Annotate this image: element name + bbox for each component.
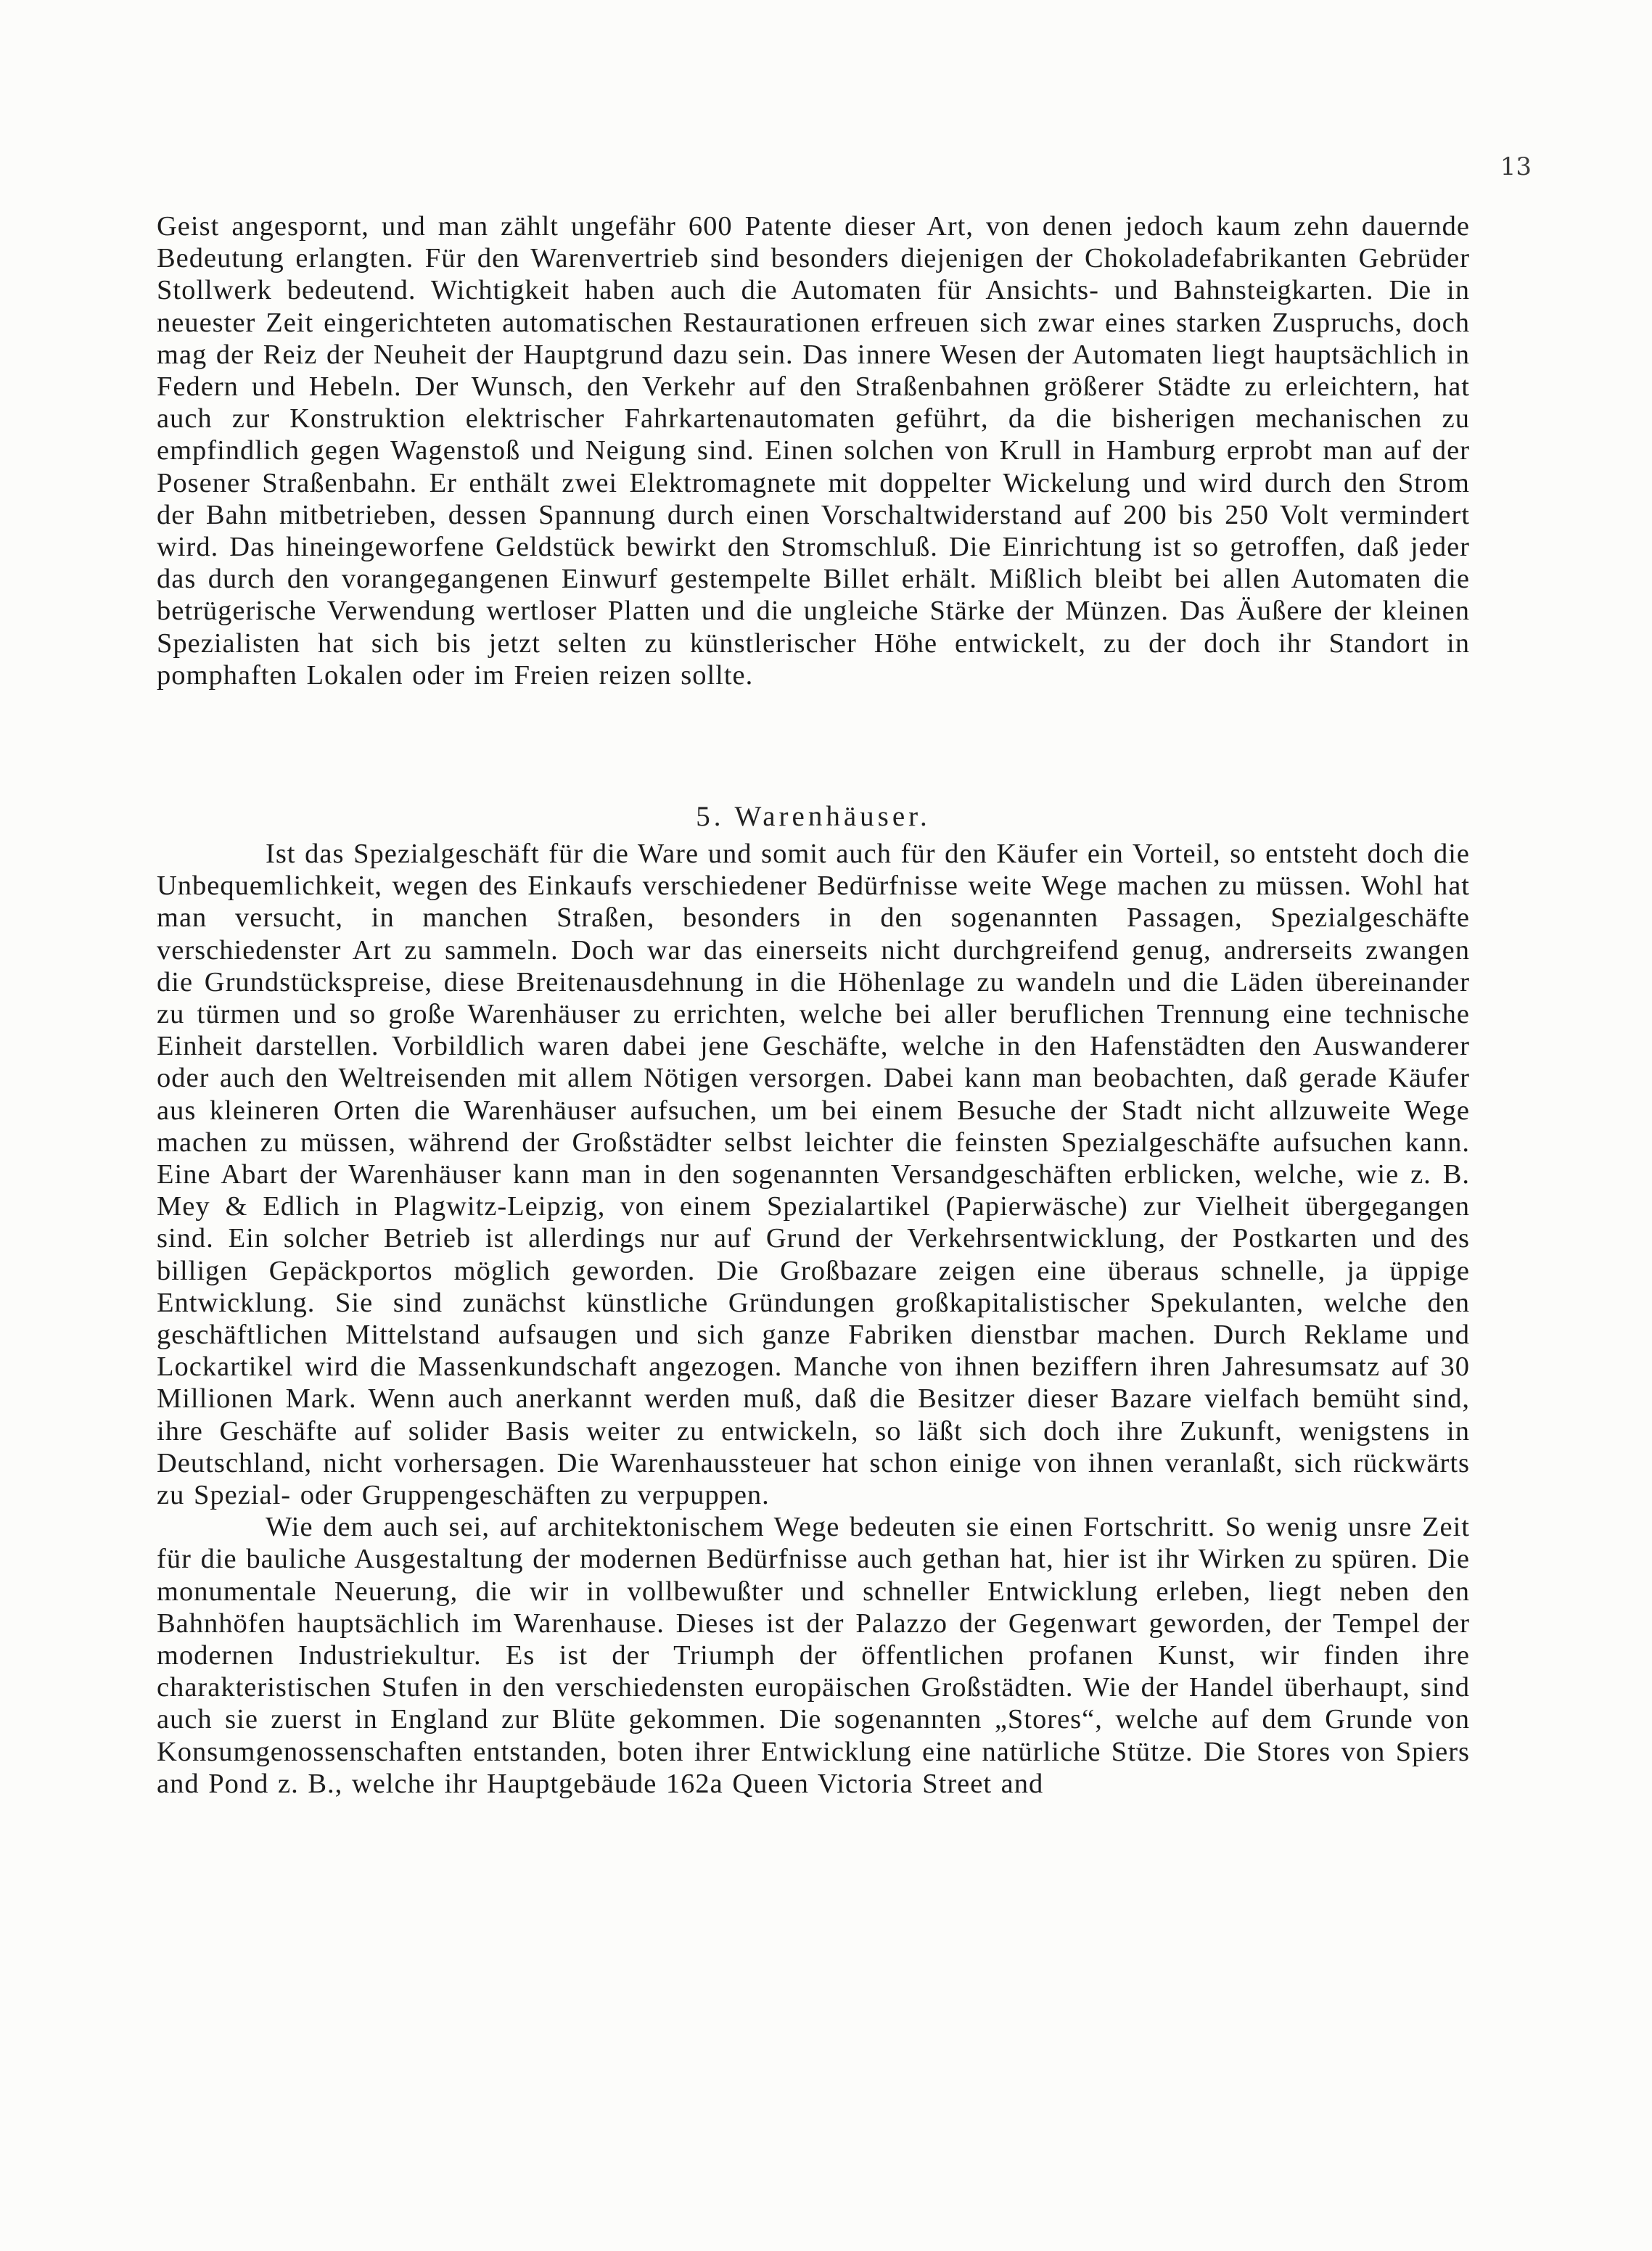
page-number: 13 (1500, 152, 1532, 181)
paragraph-warenhaeuser: Ist das Spezialgeschäft für die Ware und somit auch für den Käufer ein Vorteil, so entsteht doch die Unbequemlichkeit, wegen des Einkaufs verschiedener Bedürfnisse weite Wege machen zu müssen. Wohl hat man versucht, in manchen Straßen, besonders in den sogenannten Passagen, Spezialgeschäfte verschiedenster Art zu sammeln. Doch war das einerseits nicht durchgreifend genug, andrerseits zwangen die Grundstückspreise, diese Breitenausdehnung in die Höhenlage zu wandeln und die Läden übereinander zu türmen und so große Warenhäuser zu errichten, welche bei aller beruflichen Trennung eine technische Einheit darstellen. Vorbildlich waren dabei jene Geschäfte, welche in den Hafenstädten den Auswanderer oder auch den Weltreisenden mit allem Nötigen versorgen. Dabei kann man beobachten, daß gerade Käufer aus kleineren Orten die Warenhäuser aufsuchen, um bei einem Besuche der Stadt nicht allzuweite Wege machen zu müssen, während der Großstädter selbst leichter die feinsten Spezialgeschäfte aufsuchen kann. Eine Abart der Warenhäuser kann man in den sogenannten Versandgeschäften erblicken, welche, wie z. B. Mey & Edlich in Plagwitz-Leipzig, von einem Spezialartikel (Papierwäsche) zur Vielheit übergegangen sind. Ein solcher Betrieb ist allerdings nur auf Grund der Verkehrsentwicklung, der Postkarten und des billigen Gepäckportos möglich geworden. Die Großbazare zeigen eine überaus schnelle, ja üppige Entwicklung. Sie sind zunächst künstliche Gründungen großkapitalistischer Spekulanten, welche den geschäftlichen Mittelstand aufsaugen und sich ganze Fabriken dienstbar machen. Durch Reklame und Lockartikel wird die Massenkundschaft angezogen. Manche von ihnen beziffern ihren Jahresumsatz auf 30 Millionen Mark. Wenn auch anerkannt werden muß, daß die Besitzer dieser Bazare vielfach bemüht sind, ihre Geschäfte auf solider Basis weiter zu entwickeln, so läßt sich doch ihre Zukunft, wenigstens in Deutschland, nicht vorhersagen. Die Warenhaussteuer hat schon einige von ihnen veranlaßt, sich rückwärts zu Spezial- oder Gruppengeschäften zu verpuppen. (157, 839, 1470, 1511)
paragraph-architektur: Wie dem auch sei, auf architektonischem Wege bedeuten sie einen Fortschritt. So wenig unsre Zeit für die bauliche Ausgestaltung der modernen Bedürfnisse auch gethan hat, hier ist ihr Wirken zu spüren. Die monumentale Neuerung, die wir in vollbewußter und schneller Entwicklung erleben, liegt neben den Bahnhöfen hauptsächlich im Warenhause. Dieses ist der Palazzo der Gegenwart geworden, der Tempel der modernen Industriekultur. Es ist der Triumph der öffentlichen profanen Kunst, wir finden ihre charakteristischen Stufen in den verschiedensten europäischen Großstädten. Wie der Handel überhaupt, sind auch sie zuerst in England zur Blüte gekommen. Die sogenannten „Stores“, welche auf dem Grunde von Konsumgenossenschaften entstanden, boten ihrer Entwicklung eine natürliche Stütze. Die Stores von Spiers and Pond z. B., welche ihr Hauptgebäude 162a Queen Victoria Street and (157, 1512, 1470, 1799)
text-block-top (157, 210, 1470, 691)
text-block-section (157, 787, 1470, 1800)
section-heading: 5. Warenhäuser. (696, 801, 931, 832)
paragraph-automaten: Geist angespornt, und man zählt ungefähr 600 Patente dieser Art, von denen jedoch kaum zehn dauernde Bedeutung erlangten. Für den Warenvertrieb sind besonders diejenigen der Chokoladefabrikanten Gebrüder Stollwerk bedeutend. Wichtigkeit haben auch die Automaten für Ansichts- und Bahnsteigkarten. Die in neuester Zeit eingerichteten automatischen Restaurationen erfreuen sich zwar eines starken Zuspruchs, doch mag der Reiz der Neuheit der Hauptgrund dazu sein. Das innere Wesen der Automaten liegt hauptsächlich in Federn und Hebeln. Der Wunsch, den Verkehr auf den Straßenbahnen größerer Städte zu erleichtern, hat auch zur Konstruktion elektrischer Fahrkartenautomaten geführt, da die bisherigen mechanischen zu empfindlich gegen Wagenstoß und Neigung sind. Einen solchen von Krull in Hamburg erprobt man auf der Posener Straßenbahn. Er enthält zwei Elektromagnete mit doppelter Wickelung und wird durch den Strom der Bahn mitbetrieben, dessen Spannung durch einen Vorschaltwiderstand auf 200 bis 250 Volt vermindert wird. Das hineingeworfene Geldstück bewirkt den Stromschluß. Die Einrichtung ist so getroffen, daß jeder das durch den vorangegangenen Einwurf gestempelte Billet erhält. Mißlich bleibt bei allen Automaten die betrügerische Verwendung wertloser Platten und die ungleiche Stärke der Münzen. Das Äußere der kleinen Spezialisten hat sich bis jetzt selten zu künstlerischer Höhe entwickelt, zu der doch ihr Standort in pomphaften Lokalen oder im Freien reizen sollte. (157, 211, 1470, 691)
